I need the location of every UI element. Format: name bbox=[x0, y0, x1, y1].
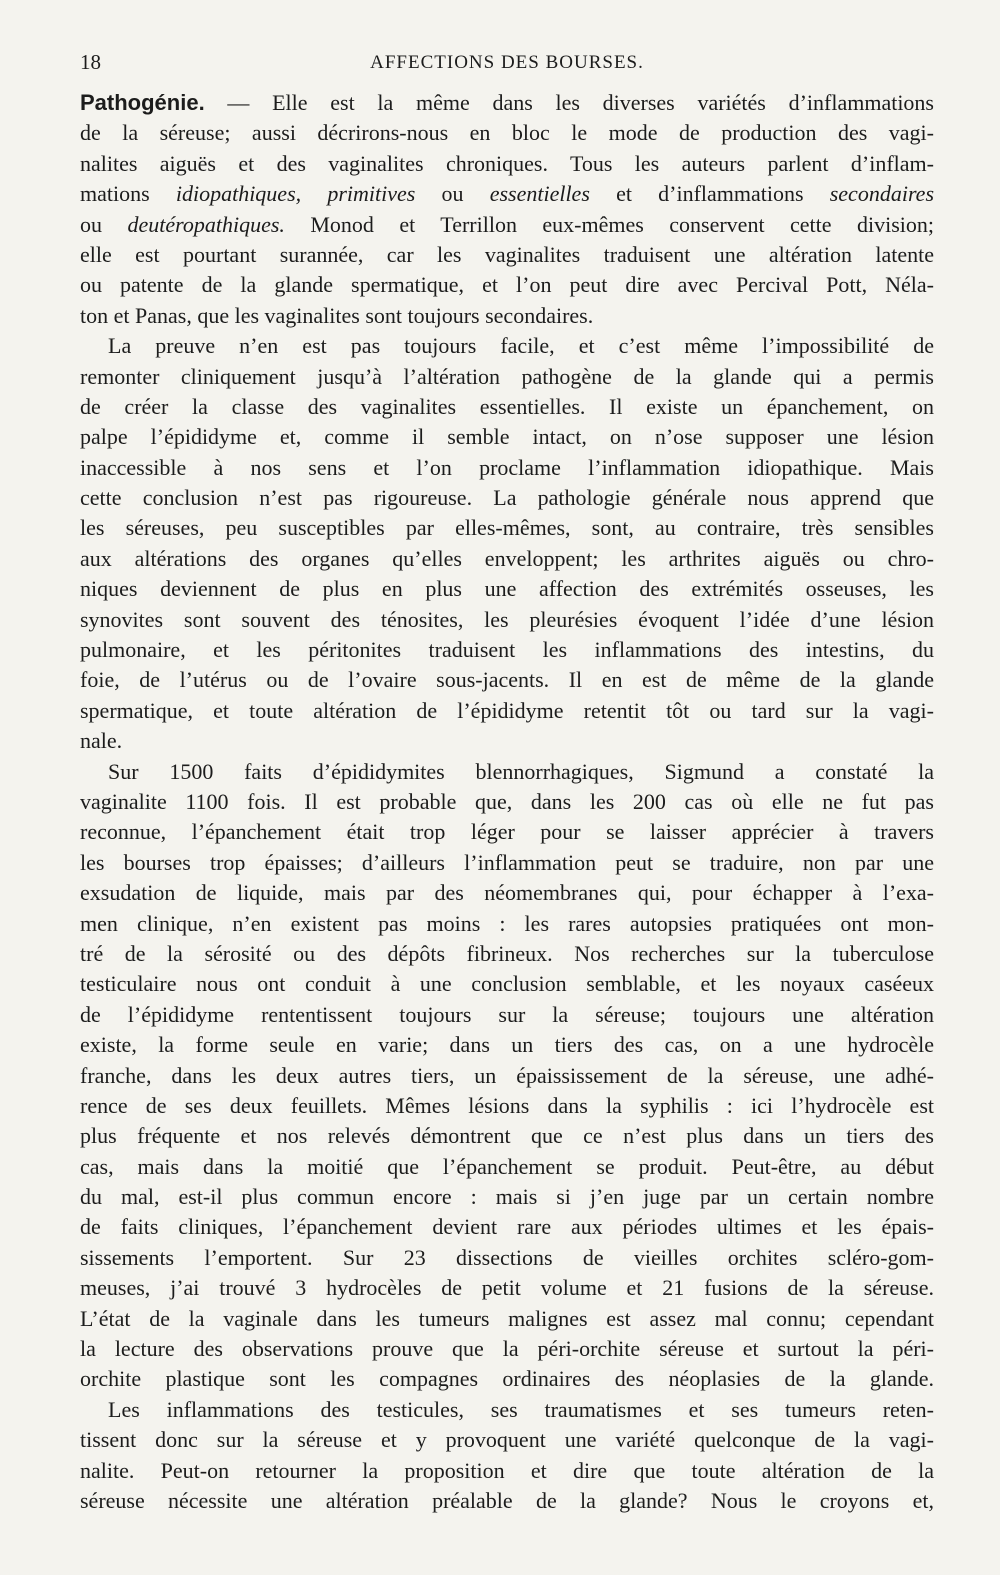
text-line bbox=[80, 574, 934, 604]
text-segment: meuses, j’ai trouvé 3 hydrocèles de petit volume et 21 fusions de la séreuse. bbox=[80, 1275, 934, 1301]
text-line bbox=[80, 513, 934, 543]
text-line bbox=[80, 1456, 934, 1486]
text-line bbox=[80, 453, 934, 483]
text-segment: exsudation de liquide, mais par des néomembranes qui, pour échapper à l’exa- bbox=[80, 880, 934, 906]
text-segment: synovites sont souvent des ténosites, les pleurésies évoquent l’idée d’une lésion bbox=[80, 606, 934, 632]
italic-term: deutéropathiques. bbox=[127, 211, 285, 237]
text-line bbox=[80, 149, 934, 179]
text-segment: de faits cliniques, l’épanchement devient rare aux périodes ultimes et les épais- bbox=[80, 1214, 934, 1240]
text-segment: Les inflammations des testicules, ses traumatismes et ses tumeurs reten- bbox=[108, 1396, 934, 1422]
text-line bbox=[80, 270, 934, 300]
page-header bbox=[80, 50, 934, 84]
section-title: Pathogénie. bbox=[80, 90, 205, 115]
text-line bbox=[80, 392, 934, 422]
text-line bbox=[80, 665, 934, 695]
text-segment: palpe l’épididyme et, comme il semble intact, on n’ose supposer une lésion bbox=[80, 424, 934, 450]
text-segment: plus fréquente et nos relevés démontrent que ce n’est plus dans un tiers des bbox=[80, 1123, 934, 1149]
text-segment: du mal, est-il plus commun encore : mais si j’en juge par un certain nombre bbox=[80, 1184, 934, 1210]
text-line bbox=[80, 1304, 934, 1334]
text-segment: La preuve n’en est pas toujours facile, et c’est même l’impossibilité de bbox=[108, 333, 934, 359]
text-line bbox=[80, 1091, 934, 1121]
text-line bbox=[80, 1425, 934, 1455]
text-segment: nale. bbox=[80, 728, 123, 754]
text-line bbox=[80, 1364, 934, 1394]
text-line bbox=[80, 1030, 934, 1060]
text-segment: cas, mais dans la moitié que l’épanchement se produit. Peut-être, au début bbox=[80, 1153, 934, 1179]
text-line bbox=[80, 1000, 934, 1030]
text-line bbox=[80, 210, 934, 240]
text-segment: inaccessible à nos sens et l’on proclame l’inflammation idiopathique. Mais bbox=[80, 454, 934, 480]
text-segment: men clinique, n’en existent pas moins : les rares autopsies pratiquées ont mon- bbox=[80, 910, 934, 936]
text-segment: L’état de la vaginale dans les tumeurs malignes est assez mal connu; cependant bbox=[80, 1305, 934, 1331]
text-segment: testiculaire nous ont conduit à une conclusion semblable, et les noyaux caséeux bbox=[80, 971, 934, 997]
text-line bbox=[80, 1243, 934, 1273]
text-segment: vaginalite 1100 fois. Il est probable que, dans les 200 cas où elle ne fut pas bbox=[80, 788, 934, 814]
body-text bbox=[80, 88, 934, 1516]
text-segment: et d’inflammations bbox=[589, 181, 830, 207]
text-segment: Sur 1500 faits d’épididymites blennorrhagiques, Sigmund a constaté la bbox=[108, 758, 934, 784]
text-segment: les bourses trop épaisses; d’ailleurs l’inflammation peut se traduire, non par une bbox=[80, 849, 934, 875]
italic-term: secondaires bbox=[829, 181, 935, 207]
text-line bbox=[80, 362, 934, 392]
italic-term: essentielles bbox=[489, 181, 590, 207]
text-line bbox=[80, 331, 934, 361]
text-segment: de la séreuse; aussi décrirons-nous en bloc le mode de production des vagi- bbox=[80, 120, 934, 146]
text-segment: la lecture des observations prouve que la péri-orchite séreuse et surtout la péri- bbox=[80, 1336, 934, 1362]
text-segment: spermatique, et toute altération de l’épididyme retentit tôt ou tard sur la vagi- bbox=[80, 697, 934, 723]
text-segment: sissements l’emportent. Sur 23 dissections de vieilles orchites scléro-gom- bbox=[80, 1244, 934, 1270]
text-segment: séreuse nécessite une altération préalable de la glande? Nous le croyons et, bbox=[80, 1487, 934, 1513]
text-line bbox=[80, 1152, 934, 1182]
text-line bbox=[80, 88, 934, 118]
text-line bbox=[80, 301, 934, 331]
text-segment: ou patente de la glande spermatique, et l’on peut dire avec Percival Pott, Néla- bbox=[80, 272, 934, 298]
text-line bbox=[80, 817, 934, 847]
text-segment: tré de la sérosité ou des dépôts fibrineux. Nos recherches sur la tuberculose bbox=[80, 940, 934, 966]
page-number: 18 bbox=[80, 50, 101, 74]
text-segment: tissent donc sur la séreuse et y provoquent une variété quelconque de la vagi- bbox=[80, 1427, 934, 1453]
text-line bbox=[80, 1121, 934, 1151]
text-line bbox=[80, 1212, 934, 1242]
text-line bbox=[80, 179, 934, 209]
text-segment: existe, la forme seule en varie; dans un tiers des cas, on a une hydrocèle bbox=[80, 1032, 934, 1058]
text-segment: — Elle est la même dans les diverses variétés d’inflammations bbox=[227, 90, 934, 115]
text-line bbox=[80, 240, 934, 270]
text-line bbox=[80, 1061, 934, 1091]
text-line bbox=[80, 1182, 934, 1212]
text-segment: nalites aiguës et des vaginalites chroniques. Tous les auteurs parlent d’inflam- bbox=[80, 150, 934, 176]
text-segment: franche, dans les deux autres tiers, un épaississement de la séreuse, une adhé- bbox=[80, 1062, 934, 1088]
text-line bbox=[80, 1334, 934, 1364]
text-segment: elle est pourtant surannée, car les vaginalites traduisent une altération latente bbox=[80, 241, 934, 267]
text-line bbox=[80, 757, 934, 787]
text-segment: ton et Panas, que les vaginalites sont toujours secondaires. bbox=[80, 302, 594, 328]
text-segment: nalite. Peut-on retourner la proposition et dire que toute altération de la bbox=[80, 1457, 934, 1483]
italic-term: idiopathiques, primitives bbox=[175, 181, 416, 207]
text-line bbox=[80, 939, 934, 969]
text-segment: cette conclusion n’est pas rigoureuse. La pathologie générale nous apprend que bbox=[80, 485, 934, 511]
text-line bbox=[80, 696, 934, 726]
text-line bbox=[80, 969, 934, 999]
text-segment: les séreuses, peu susceptibles par elles-mêmes, sont, au contraire, très sensibles bbox=[80, 515, 934, 541]
running-title: AFFECTIONS DES BOURSES. bbox=[370, 52, 644, 73]
text-segment: Monod et Terrillon eux-mêmes conservent cette division; bbox=[284, 211, 934, 237]
text-line bbox=[80, 1395, 934, 1425]
text-segment: mations bbox=[80, 181, 176, 207]
text-segment: reconnue, l’épanchement était trop léger pour se laisser apprécier à travers bbox=[80, 819, 934, 845]
text-line bbox=[80, 635, 934, 665]
text-segment: remonter cliniquement jusqu’à l’altération pathogène de la glande qui a permis bbox=[80, 363, 934, 389]
text-line bbox=[80, 1273, 934, 1303]
text-segment: orchite plastique sont les compagnes ordinaires des néoplasies de la glande. bbox=[80, 1366, 934, 1392]
text-segment: niques deviennent de plus en plus une affection des extrémités osseuses, les bbox=[80, 576, 934, 602]
text-line bbox=[80, 909, 934, 939]
text-line bbox=[80, 544, 934, 574]
text-line bbox=[80, 878, 934, 908]
text-line bbox=[80, 848, 934, 878]
text-segment: foie, de l’utérus ou de l’ovaire sous-jacents. Il en est de même de la glande bbox=[80, 667, 934, 693]
text-segment: pulmonaire, et les péritonites traduisent les inflammations des intestins, du bbox=[80, 637, 934, 663]
text-line bbox=[80, 605, 934, 635]
text-segment: rence de ses deux feuillets. Mêmes lésions dans la syphilis : ici l’hydrocèle est bbox=[80, 1092, 934, 1118]
text-line bbox=[80, 422, 934, 452]
text-line bbox=[80, 483, 934, 513]
text-segment: ou bbox=[80, 211, 128, 237]
text-segment: ou bbox=[415, 181, 490, 207]
text-segment: de créer la classe des vaginalites essentielles. Il existe un épanchement, on bbox=[80, 393, 934, 419]
text-line bbox=[80, 118, 934, 148]
text-line bbox=[80, 726, 934, 756]
text-segment: de l’épididyme rententissent toujours sur la séreuse; toujours une altération bbox=[80, 1001, 934, 1027]
text-segment: aux altérations des organes qu’elles enveloppent; les arthrites aiguës ou chro- bbox=[80, 545, 934, 571]
text-line bbox=[80, 1486, 934, 1516]
text-line bbox=[80, 787, 934, 817]
